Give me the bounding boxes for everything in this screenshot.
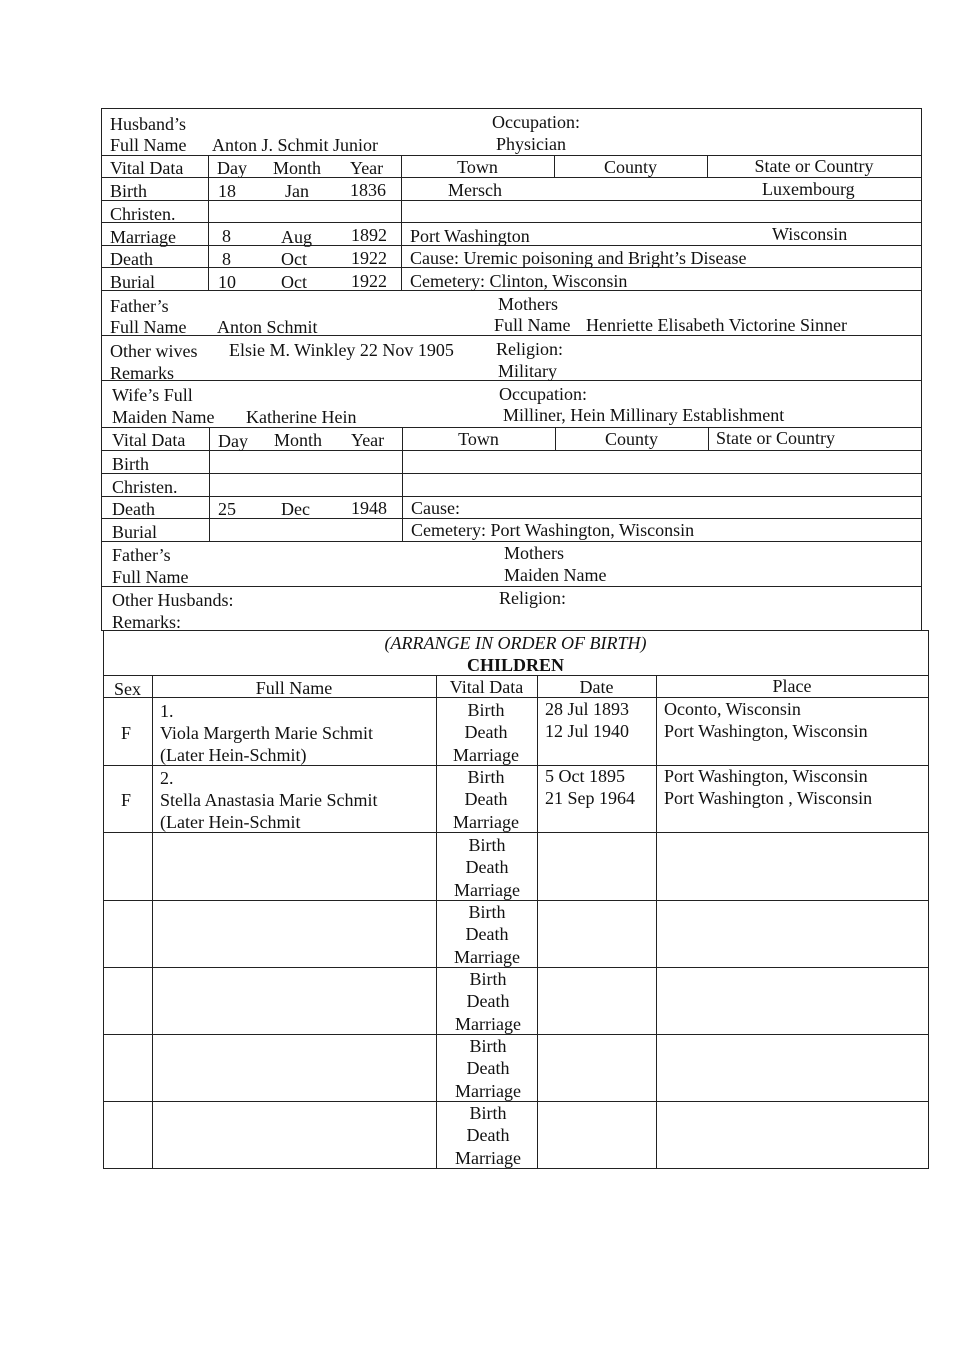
- husband-occupation-label: Occupation:: [492, 112, 580, 132]
- wife-birth-label: Birth: [112, 454, 150, 474]
- wife-county-header: County: [604, 429, 658, 449]
- birth-day: 18: [218, 181, 236, 201]
- wife-father-full-name-label: Full Name: [112, 567, 189, 587]
- empty-child-row-3-vital-labels: Birth Death Marriage: [454, 835, 520, 900]
- empty-child-row-6-vital-labels: Birth Death Marriage: [455, 1036, 521, 1101]
- husband-occupation: Physician: [496, 134, 566, 154]
- child-name: Stella Anastasia Marie Schmit: [160, 790, 378, 810]
- wife-year-header: Year: [351, 430, 385, 450]
- wife-mother-label: Mothers: [504, 543, 564, 563]
- death-cause: Cause: Uremic poisoning and Bright’s Disease: [410, 248, 747, 268]
- wife-father-label: Father’s: [112, 545, 171, 565]
- burial-label: Burial: [110, 272, 155, 292]
- child-number: 1.: [160, 701, 174, 721]
- wife-death-label: Death: [112, 499, 155, 519]
- wife-state-header: State or Country: [716, 428, 835, 448]
- mother-label: Mothers: [498, 294, 558, 314]
- child-note: (Later Hein-Schmit: [160, 812, 301, 832]
- full-name-header: Full Name: [255, 678, 333, 698]
- vital-data-col-header: Vital Data: [449, 677, 524, 697]
- mother-name: Henriette Elisabeth Victorine Sinner: [586, 315, 848, 335]
- wife-death-day: 25: [218, 499, 236, 519]
- wife-occupation-label: Occupation:: [499, 384, 587, 404]
- wife-death-cause: Cause:: [411, 498, 460, 518]
- child-death-date: 21 Sep 1964: [545, 788, 635, 808]
- child-number: 2.: [160, 768, 174, 788]
- town-header: Town: [457, 157, 498, 177]
- empty-child-row-4-vital-labels: Birth Death Marriage: [454, 902, 520, 967]
- children-instruction: (ARRANGE IN ORDER OF BIRTH): [384, 633, 647, 653]
- empty-child-row-5-vital-labels: Birth Death Marriage: [455, 969, 521, 1034]
- day-header: Day: [217, 158, 247, 178]
- husband-full-name-label: Full Name: [110, 135, 187, 155]
- year-header: Year: [350, 158, 384, 178]
- father-full-name-label: Full Name: [110, 317, 187, 337]
- month-header: Month: [273, 158, 322, 178]
- father-label: Father’s: [110, 296, 169, 316]
- other-husbands-label: Other Husbands:: [112, 590, 234, 610]
- death-label: Death: [110, 249, 153, 269]
- birth-month: Jan: [285, 181, 309, 201]
- child-birth-date: 28 Jul 1893: [545, 699, 630, 719]
- child-name: Viola Margerth Marie Schmit: [160, 723, 374, 743]
- wife-burial-label: Burial: [112, 522, 157, 542]
- children-title: CHILDREN: [466, 655, 564, 675]
- burial-month: Oct: [281, 272, 307, 292]
- father-name: Anton Schmit: [217, 317, 318, 337]
- birth-town: Mersch: [448, 180, 502, 200]
- death-year: 1922: [351, 248, 387, 268]
- wife-mother-maiden-name-label: Maiden Name: [504, 565, 607, 585]
- remarks-label: Remarks: [110, 363, 174, 383]
- military: Military: [498, 361, 557, 381]
- death-month: Oct: [281, 249, 307, 269]
- child-death-date: 12 Jul 1940: [545, 721, 630, 741]
- marriage-month: Aug: [281, 227, 312, 247]
- wife-town-header: Town: [458, 429, 499, 449]
- child-death-place: Port Washington , Wisconsin: [664, 788, 873, 808]
- child-birth-place: Oconto, Wisconsin: [664, 699, 801, 719]
- place-header: Place: [772, 676, 812, 696]
- marriage-year: 1892: [351, 225, 387, 245]
- wife-death-month: Dec: [281, 499, 310, 519]
- wife-christening-label: Christen.: [112, 477, 178, 497]
- death-day: 8: [222, 249, 231, 269]
- burial-day: 10: [218, 272, 236, 292]
- child-birth-date: 5 Oct 1895: [545, 766, 625, 786]
- child-sex: F: [121, 723, 132, 743]
- religion-label: Religion:: [496, 339, 563, 359]
- child-birth-place: Port Washington, Wisconsin: [664, 766, 868, 786]
- mother-full-name-label: Full Name: [494, 315, 571, 335]
- burial-cemetery: Cemetery: Clinton, Wisconsin: [410, 271, 628, 291]
- child-note: (Later Hein-Schmit): [160, 745, 307, 765]
- burial-year: 1922: [351, 271, 387, 291]
- wife-day-header: Day: [218, 431, 248, 451]
- wife-death-year: 1948: [351, 498, 387, 518]
- child-vital-labels: Birth Death Marriage: [453, 700, 519, 765]
- wife-label: Wife’s Full: [112, 385, 193, 405]
- birth-label: Birth: [110, 181, 148, 201]
- other-wives: Elsie M. Winkley 22 Nov 1905: [229, 340, 454, 360]
- wife-maiden-name: Katherine Hein: [246, 407, 357, 427]
- husband-label: Husband’s: [110, 114, 186, 134]
- wife-religion-label: Religion:: [499, 588, 566, 608]
- child-death-place: Port Washington, Wisconsin: [664, 721, 868, 741]
- vital-data-header: Vital Data: [110, 158, 184, 178]
- marriage-label: Marriage: [110, 227, 176, 247]
- marriage-day: 8: [222, 226, 231, 246]
- other-wives-label: Other wives: [110, 341, 198, 361]
- wife-month-header: Month: [274, 430, 323, 450]
- marriage-state: Wisconsin: [772, 224, 848, 244]
- wife-vital-data-header: Vital Data: [112, 430, 186, 450]
- christening-label: Christen.: [110, 204, 176, 224]
- wife-burial-cemetery: Cemetery: Port Washington, Wisconsin: [411, 520, 695, 540]
- sex-header: Sex: [114, 679, 141, 699]
- child-sex: F: [121, 790, 132, 810]
- wife-occupation: Milliner, Hein Millinary Establishment: [503, 405, 785, 425]
- birth-state: Luxembourg: [762, 179, 855, 199]
- wife-remarks-label: Remarks:: [112, 612, 181, 632]
- date-header: Date: [579, 677, 614, 697]
- child-vital-labels: Birth Death Marriage: [453, 767, 519, 832]
- state-header: State or Country: [754, 156, 874, 176]
- wife-maiden-name-label: Maiden Name: [112, 407, 215, 427]
- marriage-town: Port Washington: [410, 226, 530, 246]
- empty-child-row-7-vital-labels: Birth Death Marriage: [455, 1103, 521, 1168]
- birth-year: 1836: [350, 180, 386, 200]
- county-header: County: [603, 157, 657, 177]
- husband-full-name: Anton J. Schmit Junior: [212, 135, 379, 155]
